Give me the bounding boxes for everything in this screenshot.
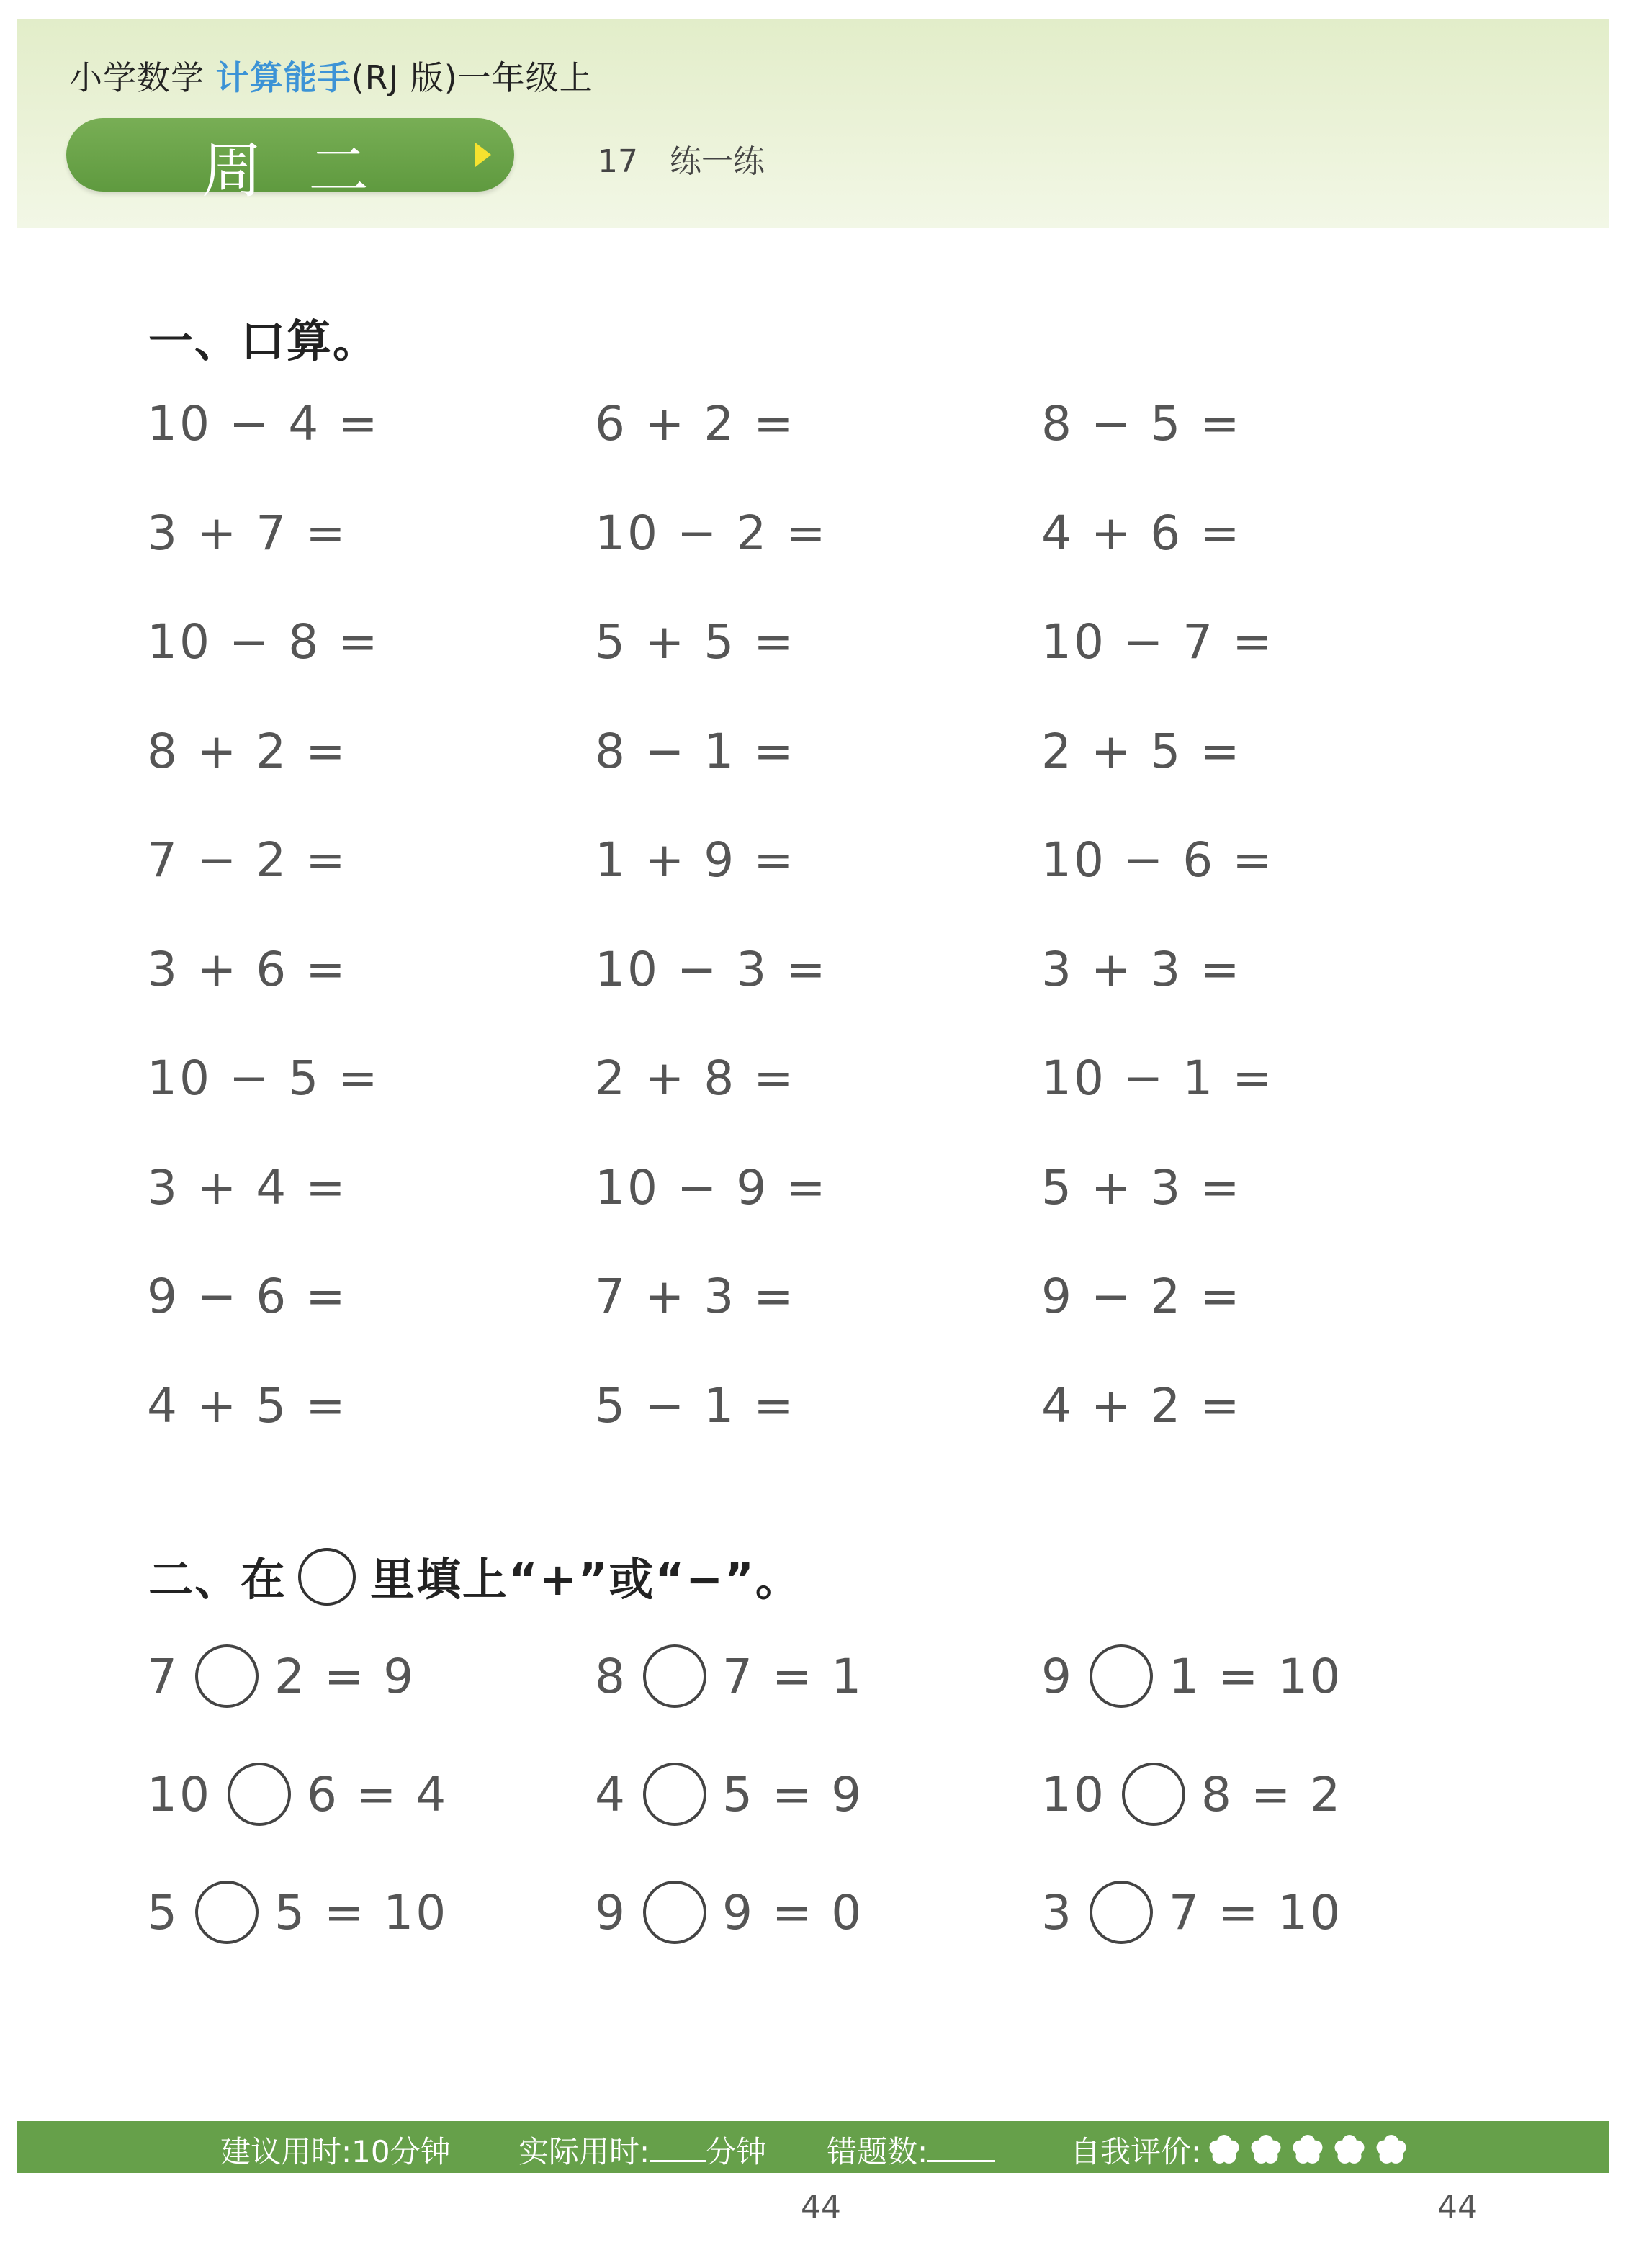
right-expression: 5 = 10	[274, 1884, 449, 1940]
math-problem: 5 + 5 =	[595, 614, 796, 670]
operator-problem	[595, 1763, 863, 1826]
operator-problem	[147, 1763, 448, 1826]
play-arrow-icon	[475, 143, 491, 167]
operator-answer-circle[interactable]	[643, 1881, 706, 1944]
math-problem: 10 − 4 =	[147, 396, 380, 451]
left-operand: 4	[595, 1766, 627, 1822]
math-problem: 5 + 3 =	[1041, 1160, 1242, 1215]
rating-flower-icon[interactable]	[1375, 2134, 1407, 2166]
math-problem: 9 − 2 =	[1041, 1269, 1242, 1324]
left-operand: 7	[147, 1648, 179, 1704]
operator-answer-circle[interactable]	[1122, 1763, 1185, 1826]
operator-problem	[1041, 1881, 1342, 1944]
operator-answer-circle[interactable]	[228, 1763, 291, 1826]
math-problem: 8 − 5 =	[1041, 396, 1242, 451]
errors-blank	[927, 2136, 995, 2162]
errors-count	[827, 2128, 995, 2172]
math-problem: 3 + 6 =	[147, 942, 348, 997]
left-operand: 8	[595, 1648, 627, 1704]
day-tab	[66, 118, 514, 206]
book-brand: 计算能手	[215, 58, 351, 97]
book-title	[69, 52, 593, 99]
math-problem: 3 + 7 =	[147, 505, 348, 561]
operator-problem	[1041, 1644, 1342, 1708]
math-problem: 1 + 9 =	[595, 832, 796, 888]
math-problem: 3 + 4 =	[147, 1160, 348, 1215]
math-problem: 2 + 8 =	[595, 1050, 796, 1106]
left-operand: 9	[1041, 1648, 1074, 1704]
page-number-center: 44	[801, 2189, 841, 2226]
errors-label: 错题数:	[827, 2134, 928, 2169]
operator-answer-circle[interactable]	[195, 1881, 259, 1944]
suggested-time: 建议用时:10分钟	[220, 2134, 451, 2169]
left-operand: 10	[147, 1766, 212, 1822]
operator-problem	[147, 1644, 416, 1708]
day-label: 周二	[202, 135, 416, 206]
lesson-number: 17	[598, 143, 638, 180]
operator-answer-circle[interactable]	[1090, 1881, 1153, 1944]
operator-answer-circle[interactable]	[643, 1763, 706, 1826]
circle-icon	[298, 1548, 356, 1606]
operator-problem	[147, 1881, 448, 1944]
operator-problem	[595, 1644, 863, 1708]
operator-answer-circle[interactable]	[643, 1644, 706, 1708]
math-problem: 10 − 9 =	[595, 1160, 828, 1215]
math-problem: 10 − 6 =	[1041, 832, 1275, 888]
math-problem: 10 − 8 =	[147, 614, 380, 670]
book-suffix: (RJ 版)一年级上	[351, 58, 593, 97]
lesson-title: 练一练	[670, 143, 765, 180]
math-problem: 10 − 5 =	[147, 1050, 380, 1106]
section-2-title-after: 里填上“+”或“−”。	[370, 1553, 801, 1606]
right-expression: 2 = 9	[274, 1648, 416, 1704]
section-2-title	[148, 1544, 801, 1611]
operator-problem	[1041, 1763, 1342, 1826]
actual-time-unit: 分钟	[706, 2134, 767, 2169]
math-problem: 10 − 7 =	[1041, 614, 1275, 670]
footer-bar	[17, 2121, 1609, 2173]
page-number-corner: 44	[1437, 2189, 1478, 2226]
math-problem: 7 + 3 =	[595, 1269, 796, 1324]
actual-time-blank	[650, 2136, 706, 2162]
math-problem: 5 − 1 =	[595, 1378, 796, 1434]
math-problem: 4 + 2 =	[1041, 1378, 1242, 1434]
lesson-heading	[598, 135, 765, 181]
right-expression: 9 = 0	[722, 1884, 864, 1940]
math-problem: 2 + 5 =	[1041, 724, 1242, 779]
rating-flower-icon[interactable]	[1208, 2134, 1240, 2166]
math-problem: 6 + 2 =	[595, 396, 796, 451]
actual-time	[518, 2128, 766, 2172]
right-expression: 7 = 1	[722, 1648, 864, 1704]
rating-flower-icon[interactable]	[1334, 2134, 1365, 2166]
right-expression: 1 = 10	[1169, 1648, 1343, 1704]
left-operand: 3	[1041, 1884, 1074, 1940]
book-prefix: 小学数学	[69, 58, 216, 97]
section-2-title-before: 二、在	[148, 1553, 287, 1606]
math-problem: 10 − 1 =	[1041, 1050, 1275, 1106]
operator-problem	[595, 1881, 863, 1944]
left-operand: 10	[1041, 1766, 1106, 1822]
rating-flower-icon[interactable]	[1250, 2134, 1282, 2166]
actual-time-label: 实际用时:	[518, 2134, 650, 2169]
math-problem: 10 − 3 =	[595, 942, 828, 997]
right-expression: 5 = 9	[722, 1766, 864, 1822]
right-expression: 7 = 10	[1169, 1884, 1343, 1940]
operator-answer-circle[interactable]	[1090, 1644, 1153, 1708]
rating-flower-icon[interactable]	[1292, 2134, 1324, 2166]
left-operand: 9	[595, 1884, 627, 1940]
section-1-title: 一、口算。	[148, 315, 379, 367]
math-problem: 9 − 6 =	[147, 1269, 348, 1324]
math-problem: 8 − 1 =	[595, 724, 796, 779]
right-expression: 8 = 2	[1200, 1766, 1343, 1822]
math-problem: 8 + 2 =	[147, 724, 348, 779]
operator-answer-circle[interactable]	[195, 1644, 259, 1708]
self-eval-label: 自我评价:	[1070, 2134, 1202, 2169]
math-problem: 7 − 2 =	[147, 832, 348, 888]
math-problem: 4 + 5 =	[147, 1378, 348, 1434]
math-problem: 4 + 6 =	[1041, 505, 1242, 561]
math-problem: 3 + 3 =	[1041, 942, 1242, 997]
math-problem: 10 − 2 =	[595, 505, 828, 561]
right-expression: 6 = 4	[306, 1766, 449, 1822]
left-operand: 5	[147, 1884, 179, 1940]
